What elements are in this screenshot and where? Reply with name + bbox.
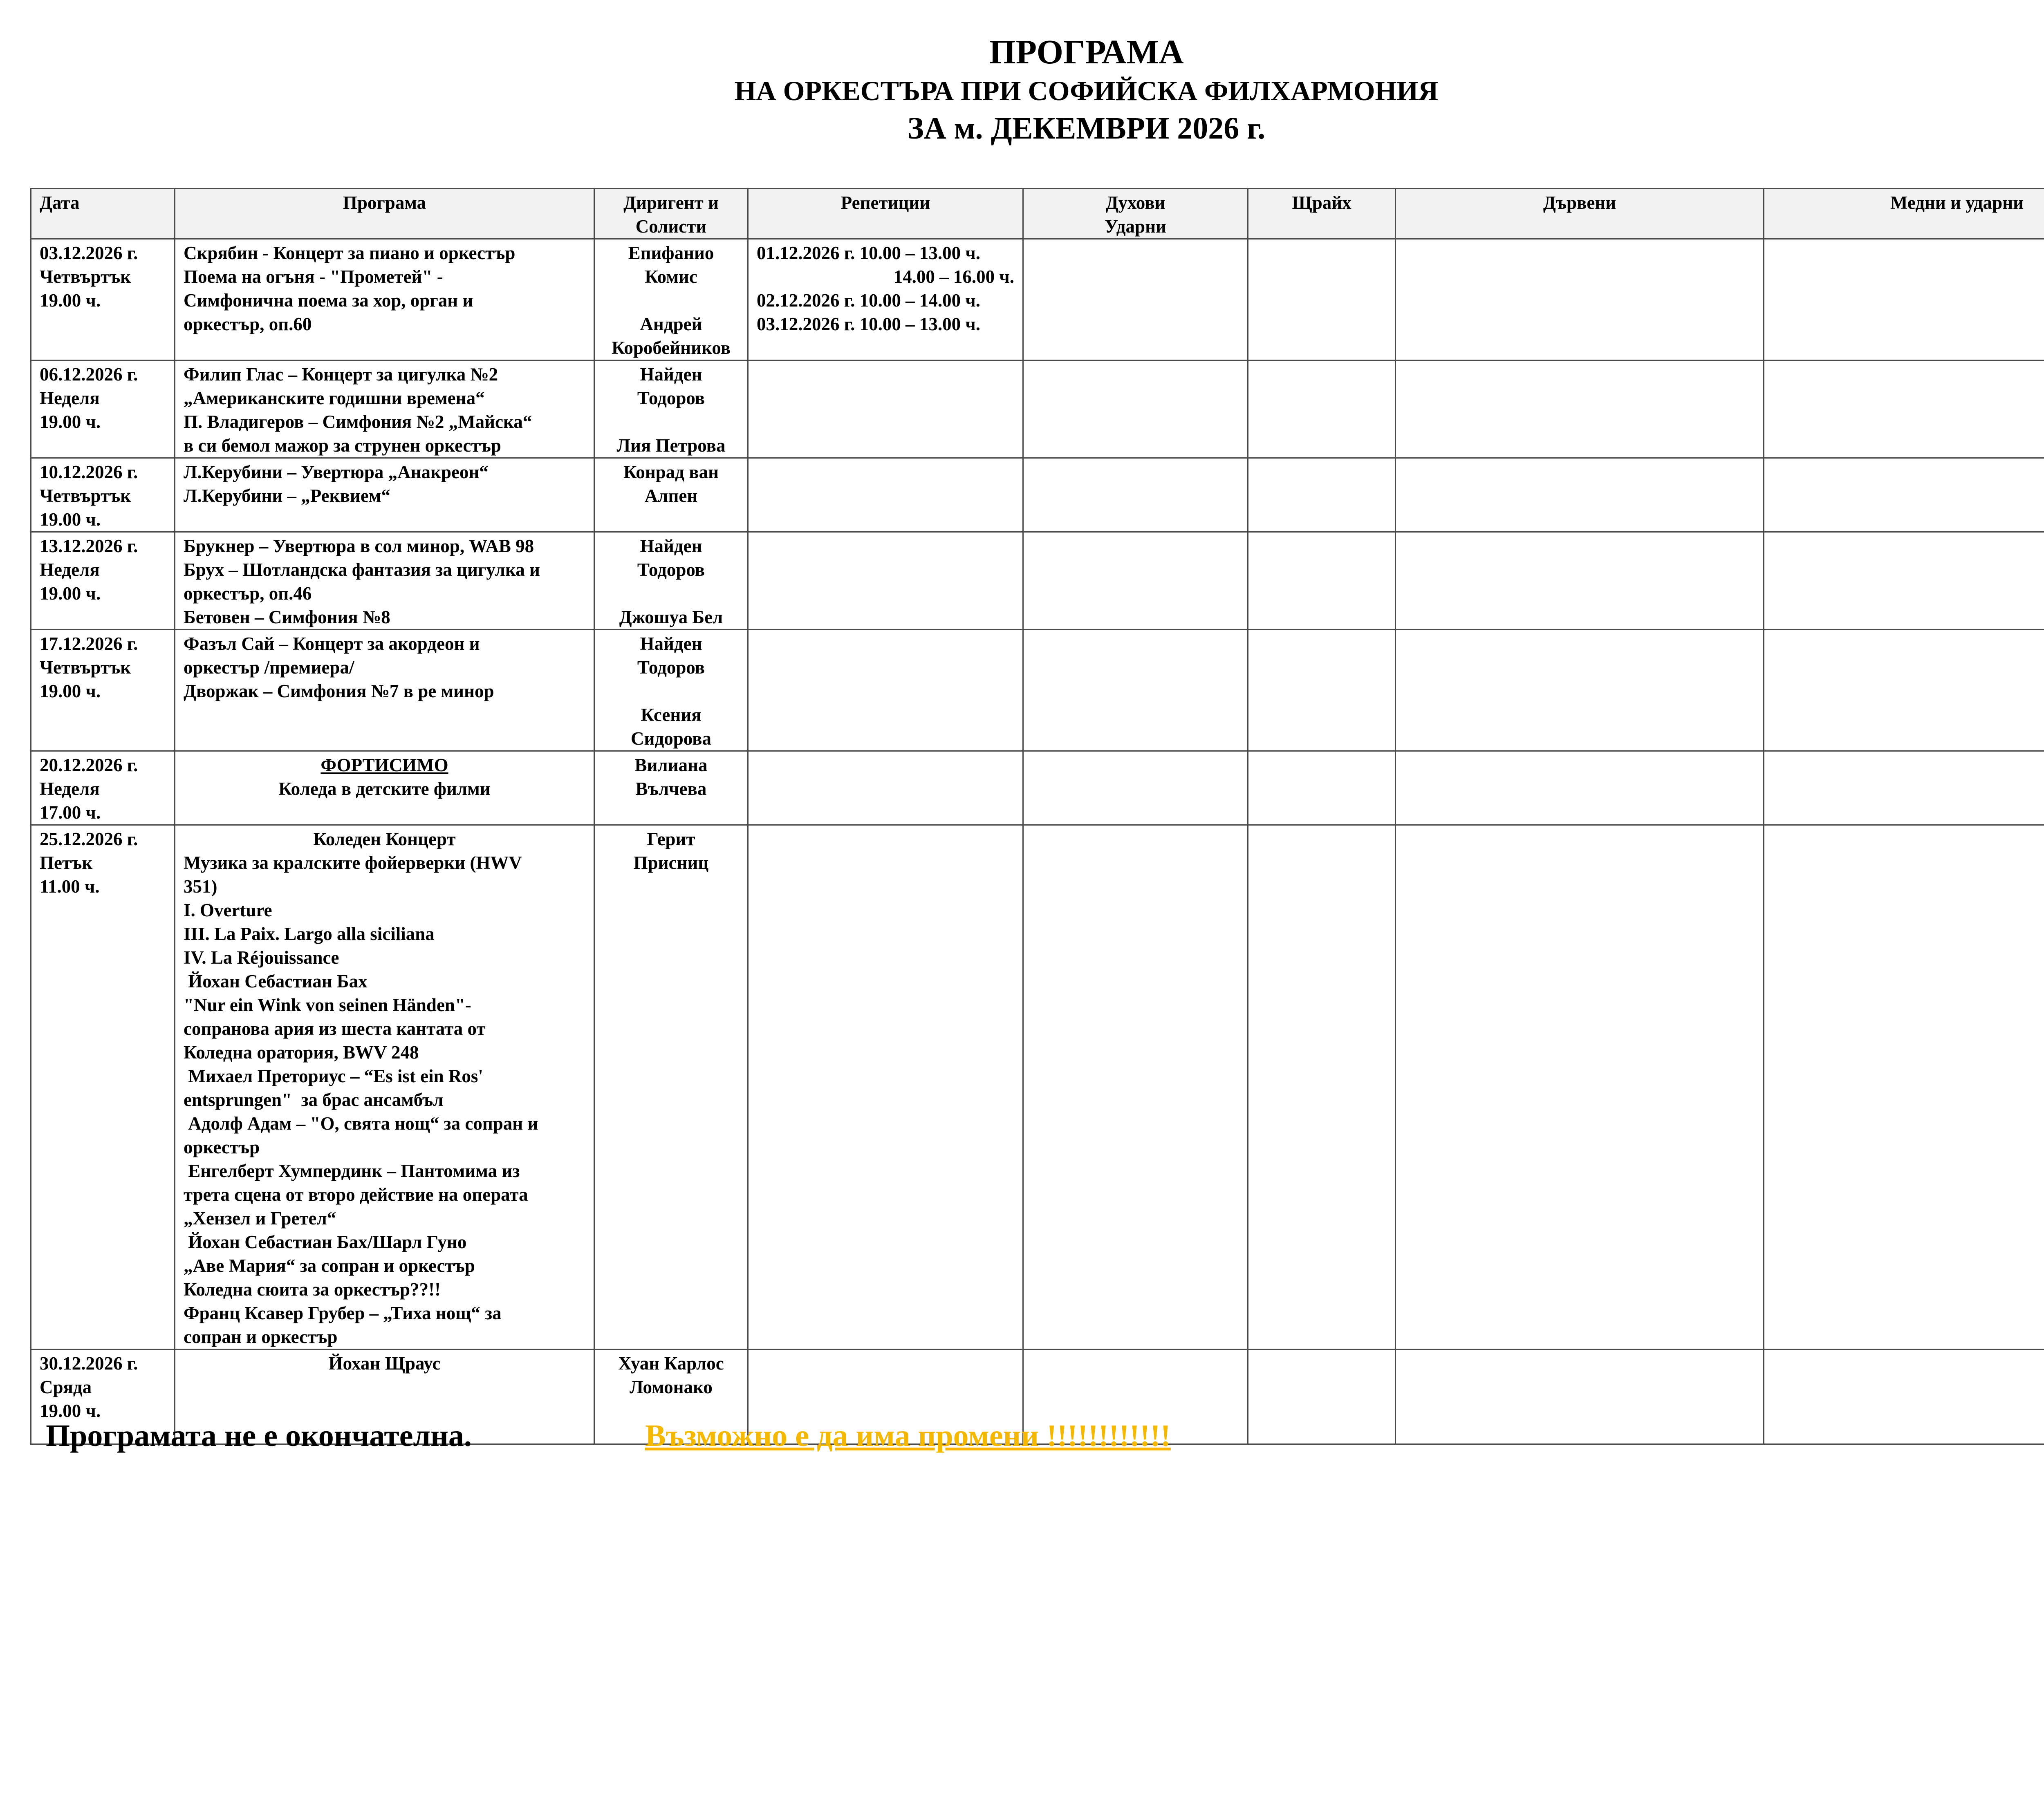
cell-line: Неделя <box>40 388 100 408</box>
table-row <box>31 630 2044 751</box>
cell-line: 19.00 ч. <box>40 509 101 530</box>
cell-line: 11.00 ч. <box>40 876 100 897</box>
brass-cell <box>1764 630 2044 751</box>
cell-line: Комис <box>645 266 697 287</box>
program-centered-line: Коледен Концерт <box>313 829 456 849</box>
cell-line: 10.12.2026 г. <box>40 462 138 482</box>
conductor-cell <box>594 360 748 458</box>
cell-line: Симфонична поема за хор, орган и <box>184 290 473 311</box>
cell-line: Михаел Преториус – “Es ist ein Ros' <box>184 1066 483 1086</box>
strings-cell <box>1248 532 1396 630</box>
cell-line <box>603 289 739 312</box>
table-row <box>31 825 2044 1350</box>
cell-line <box>603 410 739 434</box>
table-row <box>31 239 2044 360</box>
rehearsal-line: 14.00 – 16.00 ч. <box>893 266 1014 287</box>
cell-line: Четвъртък <box>40 657 131 678</box>
cell-line: 19.00 ч. <box>40 1401 101 1421</box>
conductor-cell <box>594 532 748 630</box>
program-heading: ФОРТИСИМО <box>320 755 448 775</box>
cell-line: оркестър /премиера/ <box>184 657 354 678</box>
cell-line: 19.00 ч. <box>40 290 101 311</box>
winds-cell <box>1023 458 1248 532</box>
cell-line: в си бемол мажор за струнен оркестър <box>184 435 501 456</box>
woodwinds-cell <box>1396 825 1764 1350</box>
brass-cell <box>1764 825 2044 1350</box>
brass-cell <box>1764 458 2044 532</box>
cell-line: оркестър <box>184 1137 260 1157</box>
footer-warning-link[interactable]: Възможно е да има промени !!!!!!!!!!!! <box>645 1419 1171 1453</box>
table-header-row <box>31 189 2044 239</box>
cell-line: I. Overture <box>184 900 272 920</box>
cell-line: Франц Ксавер Грубер – „Тиха нощ“ за <box>184 1303 502 1323</box>
cell-line: Дворжак – Симфония №7 в ре минор <box>184 681 494 701</box>
cell-line: „Хензел и Гретел“ <box>184 1208 336 1229</box>
rehearsal-line: 01.12.2026 г. 10.00 – 13.00 ч. <box>757 243 980 263</box>
strings-cell <box>1248 239 1396 360</box>
program-cell <box>175 458 594 532</box>
cell-line: „Американските годишни времена“ <box>184 388 485 408</box>
table-row <box>31 751 2044 825</box>
cell-line: Епифанио <box>628 243 714 263</box>
winds-cell <box>1023 532 1248 630</box>
cell-line <box>603 582 739 605</box>
cell-line: Брух – Шотландска фантазия за цигулка и <box>184 559 540 580</box>
table-row <box>31 458 2044 532</box>
cell-line: Джошуа Бел <box>619 607 723 627</box>
cell-line: Вълчева <box>635 779 707 799</box>
cell-line: III. La Paix. Largo alla siciliana <box>184 924 435 944</box>
brass-cell <box>1764 751 2044 825</box>
cell-line: 20.12.2026 г. <box>40 755 138 775</box>
program-cell <box>175 825 594 1350</box>
cell-line: entsprungen" за брас ансамбъл <box>184 1090 444 1110</box>
cell-line: Енгелберт Хумпердинк – Пантомима из <box>184 1161 520 1181</box>
cell-line: Найден <box>640 536 702 556</box>
program-cell <box>175 239 594 360</box>
cell-line: Адолф Адам – "O, свята нощ“ за сопран и <box>184 1113 538 1134</box>
conductor-cell <box>594 751 748 825</box>
cell-line: IV. La Réjouissance <box>184 947 339 968</box>
column-header-brass: Медни и ударни <box>1764 189 2044 239</box>
cell-line: Йохан Себастиан Бах <box>184 971 368 991</box>
woodwinds-cell <box>1396 751 1764 825</box>
cell-line: Брукнер – Увертюра в сол минор, WAB 98 <box>184 536 534 556</box>
strings-cell <box>1248 825 1396 1350</box>
table-row <box>31 532 2044 630</box>
cell-line: Найден <box>640 364 702 385</box>
woodwinds-cell <box>1396 532 1764 630</box>
brass-cell <box>1764 239 2044 360</box>
strings-cell <box>1248 751 1396 825</box>
program-centered-line: Йохан Щраус <box>328 1353 441 1374</box>
cell-line: 351) <box>184 876 217 897</box>
cell-line: Андрей <box>640 314 702 334</box>
rehearsals-cell <box>748 360 1023 458</box>
cell-line: 17.12.2026 г. <box>40 633 138 654</box>
cell-line: Филип Глас – Концерт за цигулка №2 <box>184 364 498 385</box>
date-cell <box>31 630 175 751</box>
cell-line: Найден <box>640 633 702 654</box>
rehearsals-cell <box>748 532 1023 630</box>
rehearsals-cell <box>748 630 1023 751</box>
woodwinds-cell <box>1396 239 1764 360</box>
cell-line: 03.12.2026 г. <box>40 243 138 263</box>
cell-line: 06.12.2026 г. <box>40 364 138 385</box>
schedule-table <box>30 188 2044 1445</box>
cell-line: Ксения <box>641 705 702 725</box>
strings-cell <box>1248 630 1396 751</box>
rehearsal-line: 02.12.2026 г. 10.00 – 14.00 ч. <box>757 290 980 311</box>
rehearsals-cell <box>748 458 1023 532</box>
page-header <box>0 32 2044 148</box>
rehearsals-cell <box>748 239 1023 360</box>
cell-line: оркестър, оп.46 <box>184 583 312 604</box>
cell-line: Герит <box>647 829 695 849</box>
cell-line: 13.12.2026 г. <box>40 536 138 556</box>
brass-cell <box>1764 360 2044 458</box>
cell-line: сопран и оркестър <box>184 1327 338 1347</box>
cell-line: П. Владигеров – Симфония №2 „Майска“ <box>184 412 532 432</box>
column-header-strings: Щрайх <box>1248 189 1396 239</box>
brass-cell <box>1764 1350 2044 1444</box>
cell-line: Тодоров <box>637 657 705 678</box>
conductor-cell <box>594 630 748 751</box>
strings-cell <box>1248 458 1396 532</box>
column-header-winds: Духови Ударни <box>1023 189 1248 239</box>
cell-line: Поема на огъня - "Прометей" - <box>184 266 443 287</box>
cell-line: Хуан Карлос <box>618 1353 724 1374</box>
cell-line: Коледна сюита за оркестър??!! <box>184 1279 441 1300</box>
column-header-date: Дата <box>31 189 175 239</box>
program-centered-line: Коледа в детските филми <box>278 779 491 799</box>
winds-cell <box>1023 239 1248 360</box>
cell-line: Бетовен – Симфония №8 <box>184 607 390 627</box>
woodwinds-cell <box>1396 630 1764 751</box>
date-cell <box>31 751 175 825</box>
conductor-cell <box>594 825 748 1350</box>
cell-line: 19.00 ч. <box>40 583 101 604</box>
woodwinds-cell <box>1396 458 1764 532</box>
cell-line: Тодоров <box>637 559 705 580</box>
column-header-rehearsals: Репетиции <box>748 189 1023 239</box>
program-cell <box>175 751 594 825</box>
winds-cell <box>1023 630 1248 751</box>
date-cell <box>31 458 175 532</box>
winds-cell <box>1023 360 1248 458</box>
winds-cell <box>1023 825 1248 1350</box>
cell-line: Ломонако <box>630 1377 713 1397</box>
cell-line: „Аве Мария“ за сопран и оркестър <box>184 1256 475 1276</box>
date-cell <box>31 532 175 630</box>
rehearsals-cell <box>748 825 1023 1350</box>
strings-cell <box>1248 360 1396 458</box>
cell-line: Музика за кралските фойерверки (HWV <box>184 853 522 873</box>
cell-line: Сидорова <box>631 728 711 749</box>
conductor-cell <box>594 239 748 360</box>
footer-note: Програмата не е окончателна. <box>46 1419 472 1453</box>
cell-line <box>603 679 739 703</box>
page-subtitle: НА ОРКЕСТЪРА ПРИ СОФИЙСКА ФИЛХАРМОНИЯ <box>734 75 1439 106</box>
cell-line: Неделя <box>40 559 100 580</box>
woodwinds-cell <box>1396 360 1764 458</box>
cell-line: 25.12.2026 г. <box>40 829 138 849</box>
winds-cell <box>1023 751 1248 825</box>
rehearsals-cell <box>748 751 1023 825</box>
program-cell <box>175 630 594 751</box>
cell-line: Четвъртък <box>40 266 131 287</box>
cell-line: Скрябин - Концерт за пиано и оркестър <box>184 243 515 263</box>
cell-line: 30.12.2026 г. <box>40 1353 138 1374</box>
cell-line: 19.00 ч. <box>40 681 101 701</box>
cell-line: Неделя <box>40 779 100 799</box>
cell-line: Присниц <box>633 853 709 873</box>
cell-line: Сряда <box>40 1377 92 1397</box>
cell-line: трета сцена от второ действие на операта <box>184 1184 528 1205</box>
column-header-conductor: Диригент и Солисти <box>594 189 748 239</box>
cell-line: Тодоров <box>637 388 705 408</box>
page-title: ПРОГРАМА <box>989 33 1184 71</box>
date-cell <box>31 239 175 360</box>
cell-line: Лия Петрова <box>616 435 726 456</box>
cell-line: Фазъл Сай – Концерт за акордеон и <box>184 633 480 654</box>
column-header-woodwinds: Дървени <box>1396 189 1764 239</box>
conductor-cell <box>594 458 748 532</box>
page-month: ЗА м. ДЕКЕМВРИ 2026 г. <box>907 111 1266 145</box>
cell-line: Петък <box>40 853 93 873</box>
woodwinds-cell <box>1396 1350 1764 1444</box>
brass-cell <box>1764 532 2044 630</box>
cell-line: Конрад ван <box>623 462 719 482</box>
cell-line: Алпен <box>644 486 698 506</box>
cell-line: Л.Керубини – „Реквием“ <box>184 486 390 506</box>
program-cell <box>175 532 594 630</box>
strings-cell <box>1248 1350 1396 1444</box>
cell-line: сопранова ария из шеста кантата от <box>184 1018 486 1039</box>
table-row <box>31 360 2044 458</box>
cell-line: оркестър, оп.60 <box>184 314 312 334</box>
program-cell <box>175 360 594 458</box>
cell-line: 19.00 ч. <box>40 412 101 432</box>
cell-line: "Nur ein Wink von seinen Händen"- <box>184 995 471 1015</box>
column-header-program: Програма <box>175 189 594 239</box>
cell-line: Коледна оратория, BWV 248 <box>184 1042 419 1063</box>
date-cell <box>31 825 175 1350</box>
cell-line: Коробейников <box>611 338 731 358</box>
cell-line: 17.00 ч. <box>40 802 101 823</box>
cell-line: Вилиана <box>634 755 708 775</box>
cell-line: Л.Керубини – Увертюра „Анакреон“ <box>184 462 489 482</box>
date-cell <box>31 360 175 458</box>
rehearsal-line: 03.12.2026 г. 10.00 – 13.00 ч. <box>757 314 980 334</box>
cell-line: Йохан Себастиан Бах/Шарл Гуно <box>184 1232 467 1252</box>
cell-line: Четвъртък <box>40 486 131 506</box>
